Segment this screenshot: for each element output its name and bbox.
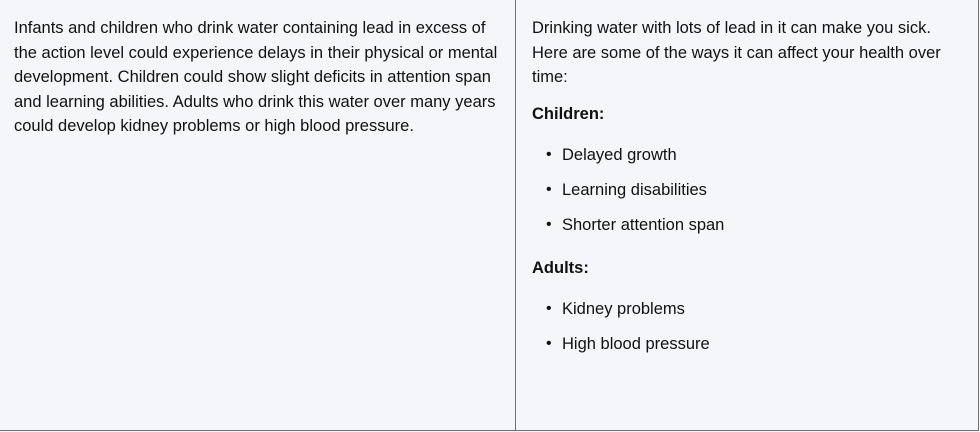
bullet-icon: • <box>546 334 552 352</box>
bullet-icon: • <box>546 145 552 163</box>
right-cell <box>516 0 978 430</box>
list-item <box>546 213 964 237</box>
children-effects-list <box>532 143 964 237</box>
list-item <box>546 143 964 167</box>
list-item-label: High blood pressure <box>562 334 710 353</box>
bullet-icon: • <box>546 215 552 233</box>
technical-description: Infants and children who drink water containing lead in excess of the action level could experience delays in their physical or mental development. Children could show slight deficits in attention span and learning abilities. Adults who drink this water over many years could develop kidney problems or high blood pressure. <box>14 19 498 136</box>
list-item <box>546 297 964 321</box>
list-item-label: Delayed growth <box>562 145 677 164</box>
plain-language-intro: Drinking water with lots of lead in it can make you sick. Here are some of the ways it can affect your health over time: <box>532 19 941 87</box>
bullet-icon: • <box>546 180 552 198</box>
list-item-label: Kidney problems <box>562 299 685 318</box>
adults-effects-list <box>532 297 964 356</box>
list-item-label: Shorter attention span <box>562 215 725 234</box>
list-item <box>546 178 964 202</box>
list-item-label: Learning disabilities <box>562 180 707 199</box>
children-heading: Children: <box>532 104 605 123</box>
bullet-icon: • <box>546 299 552 317</box>
adults-heading: Adults: <box>532 258 589 277</box>
list-item <box>546 332 964 356</box>
